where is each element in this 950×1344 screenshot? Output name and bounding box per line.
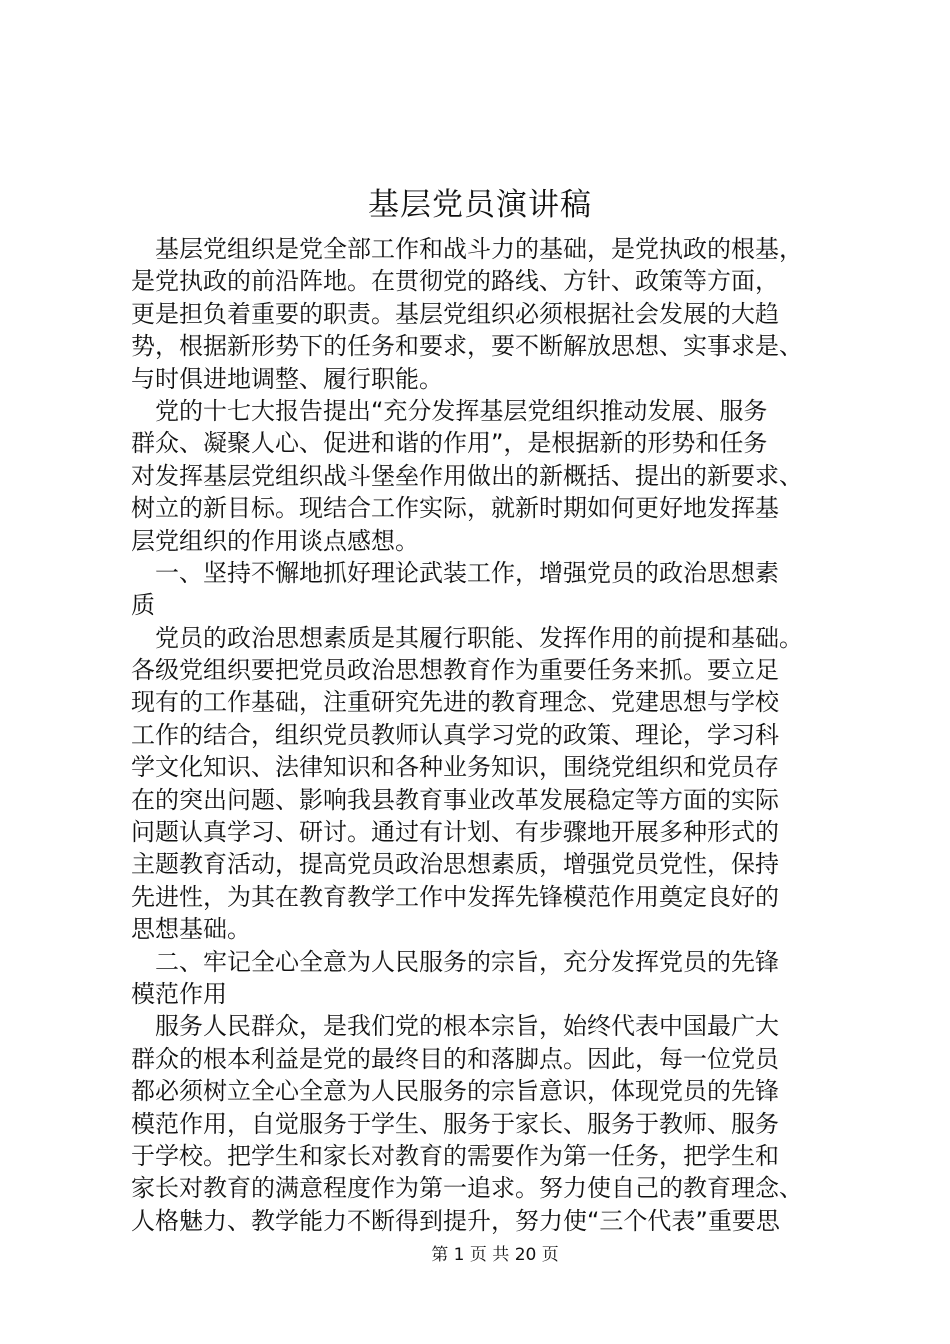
text-line: 对发挥基层党组织战斗堡垒作用做出的新概括、提出的新要求、 <box>131 461 803 490</box>
text-line: 树立的新目标。现结合工作实际，就新时期如何更好地发挥基 <box>131 494 779 523</box>
section-heading-1: 一、坚持不懈地抓好理论武装工作，增强党员的政治思想素 <box>131 558 779 587</box>
text-line: 层党组织的作用谈点感想。 <box>131 526 419 555</box>
section-heading-2-cont: 模范作用 <box>131 979 227 1008</box>
text-line: 是党执政的前沿阵地。在贯彻党的路线、方针、政策等方面， <box>131 267 779 296</box>
text-line: 人格魅力、教学能力不断得到提升，努力使“三个代表”重要思 <box>131 1206 780 1235</box>
text-line: 主题教育活动，提高党员政治思想素质，增强党员党性，保持 <box>131 850 779 879</box>
text-line: 问题认真学习、研讨。通过有计划、有步骤地开展多种形式的 <box>131 818 779 847</box>
text-line: 各级党组织要把党员政治思想教育作为重要任务来抓。要立足 <box>131 656 779 685</box>
text-line: 学文化知识、法律知识和各种业务知识，围绕党组织和党员存 <box>131 753 779 782</box>
text-line: 模范作用，自觉服务于学生、服务于家长、服务于教师、服务 <box>131 1109 779 1138</box>
text-line: 党员的政治思想素质是其履行职能、发挥作用的前提和基础。 <box>131 623 803 652</box>
text-line: 群众的根本利益是党的最终目的和落脚点。因此，每一位党员 <box>131 1044 779 1073</box>
text-line: 现有的工作基础，注重研究先进的教育理念、党建思想与学校 <box>131 688 779 717</box>
section-heading-1-cont: 质 <box>131 591 155 620</box>
page-number-footer: 第 1 页 共 20 页 <box>431 1245 559 1265</box>
text-line: 党的十七大报告提出“充分发挥基层党组织推动发展、服务 <box>131 396 768 425</box>
text-line: 势，根据新形势下的任务和要求，要不断解放思想、实事求是、 <box>131 332 803 361</box>
text-line: 基层党组织是党全部工作和战斗力的基础，是党执政的根基， <box>131 235 803 263</box>
text-line: 先进性，为其在教育教学工作中发挥先锋模范作用奠定良好的 <box>131 882 779 911</box>
section-heading-2: 二、牢记全心全意为人民服务的宗旨，充分发挥党员的先锋 <box>131 947 779 976</box>
text-line: 思想基础。 <box>131 915 251 944</box>
text-line: 群众、凝聚人心、促进和谐的作用”，是根据新的形势和任务 <box>131 429 768 458</box>
document-body <box>131 233 843 1237</box>
document-title: 基层党员演讲稿 <box>368 187 592 223</box>
text-line: 都必须树立全心全意为人民服务的宗旨意识，体现党员的先锋 <box>131 1077 779 1106</box>
text-line: 于学校。把学生和家长对教育的需要作为第一任务，把学生和 <box>131 1141 779 1170</box>
text-line: 更是担负着重要的职责。基层党组织必须根据社会发展的大趋 <box>131 299 779 328</box>
text-line: 在的突出问题、影响我县教育事业改革发展稳定等方面的实际 <box>131 785 779 814</box>
text-line: 工作的结合，组织党员教师认真学习党的政策、理论，学习科 <box>131 720 779 749</box>
text-line: 家长对教育的满意程度作为第一追求。努力使自己的教育理念、 <box>131 1174 803 1203</box>
text-line: 服务人民群众，是我们党的根本宗旨，始终代表中国最广大 <box>131 1012 779 1041</box>
text-line: 与时俱进地调整、履行职能。 <box>131 364 443 393</box>
